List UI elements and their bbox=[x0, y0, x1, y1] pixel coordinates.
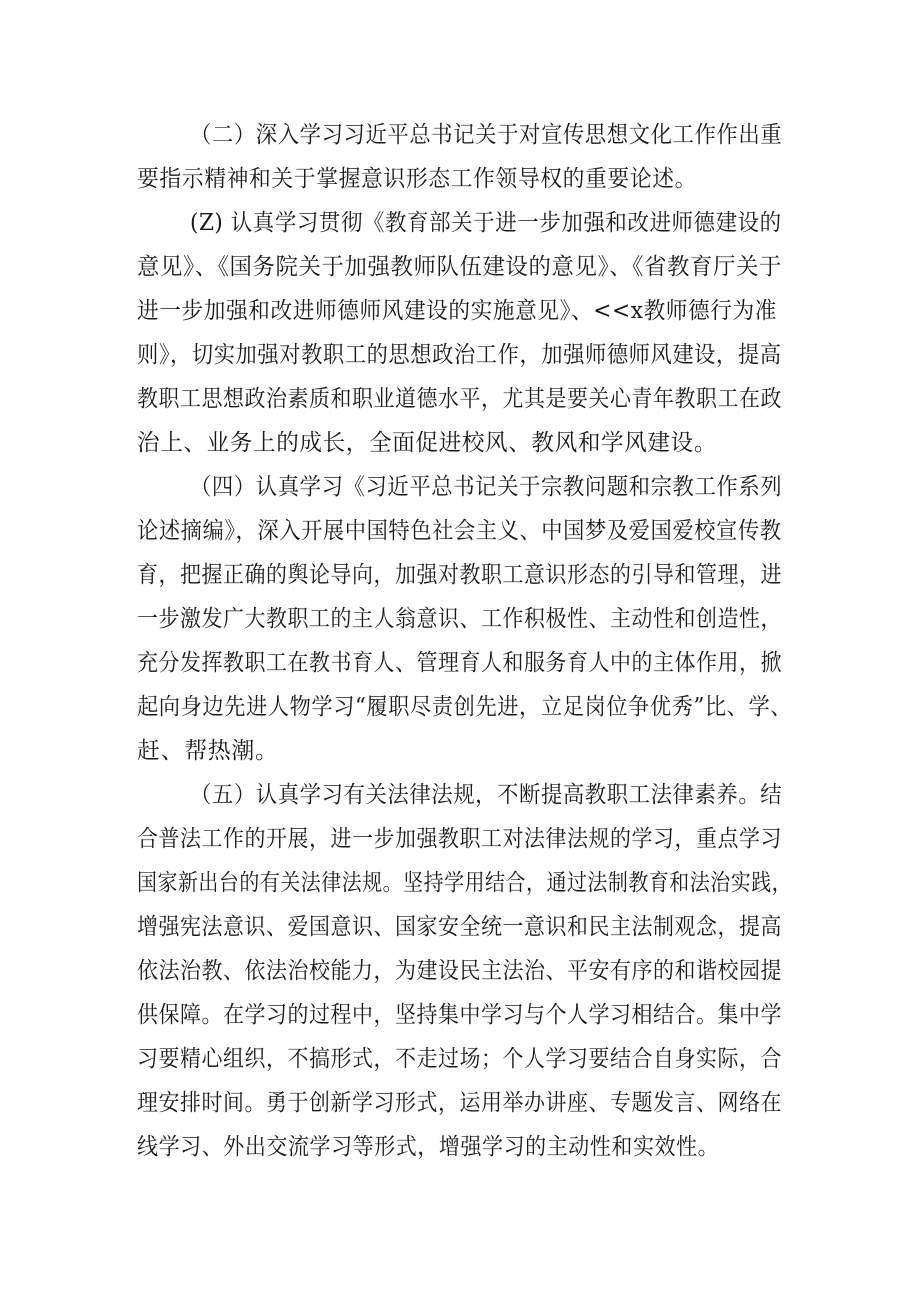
paragraph-line: 起向身边先进人物学习“履职尽责创先进，立足岗位争优秀”比、学、 bbox=[137, 694, 793, 720]
paragraph-line: 线学习、外出交流学习等形式，增强学习的主动性和实效性。 bbox=[137, 1134, 720, 1160]
paragraph-line: 治上、业务上的成长，全面促进校风、教风和学风建设。 bbox=[137, 430, 718, 456]
paragraph-line: （四）认真学习《习近平总书记关于宗教问题和宗教工作系列 bbox=[190, 474, 783, 500]
paragraph-line: 赶、帮热潮。 bbox=[137, 738, 279, 764]
paragraph-line: 供保障。在学习的过程中，坚持集中学习与个人学习相结合。集中学 bbox=[137, 1002, 782, 1028]
paragraph-line: 则》，切实加强对教职工的思想政治工作，加强师德师风建设，提高 bbox=[137, 342, 782, 368]
paragraph-line: 育，把握正确的舆论导向，加强对教职工意识形态的引导和管理，进 bbox=[137, 562, 782, 588]
paragraph-line: (Z) 认真学习贯彻《教育部关于进一步加强和改进师德建设的 bbox=[190, 210, 782, 236]
paragraph-line: 意见》、《国务院关于加强教师队伍建设的意见》、《省教育厅关于 bbox=[137, 254, 782, 280]
paragraph-line: 国家新出台的有关法律法规。坚持学用结合，通过法制教育和法治实践， bbox=[137, 870, 793, 896]
paragraph-line: 教职工思想政治素质和职业道德水平，尤其是要关心青年教职工在政 bbox=[137, 386, 782, 412]
paragraph-line: 一步激发广大教职工的主人翁意识、工作积极性、主动性和创造性， bbox=[137, 606, 782, 632]
paragraph-line: 依法治教、依法治校能力，为建设民主法治、平安有序的和谐校园提 bbox=[137, 958, 782, 984]
paragraph-line: 习要精心组织，不搞形式，不走过场；个人学习要结合自身实际，合 bbox=[137, 1046, 782, 1072]
paragraph-line: 论述摘编》，深入开展中国特色社会主义、中国梦及爱国爱校宣传教 bbox=[137, 518, 782, 544]
paragraph-line: 理安排时间。勇于创新学习形式，运用举办讲座、专题发言、网络在 bbox=[137, 1090, 782, 1116]
paragraph-line: （五）认真学习有关法律法规，不断提高教职工法律素养。结 bbox=[190, 782, 783, 808]
paragraph-line: 增强宪法意识、爱国意识、国家安全统一意识和民主法制观念，提高 bbox=[137, 914, 782, 940]
paragraph-line: 合普法工作的开展，进一步加强教职工对法律法规的学习，重点学习 bbox=[137, 826, 782, 852]
paragraph-line: 要指示精神和关于掌握意识形态工作领导权的重要论述。 bbox=[137, 166, 698, 192]
paragraph-line: 进一步加强和改进师德师风建设的实施意见》、<<x教师德行为准 bbox=[137, 298, 778, 324]
paragraph-line: （二）深入学习习近平总书记关于对宣传思想文化工作作出重 bbox=[190, 122, 783, 148]
paragraph-line: 充分发挥教职工在教书育人、管理育人和服务育人中的主体作用，掀 bbox=[137, 650, 782, 676]
